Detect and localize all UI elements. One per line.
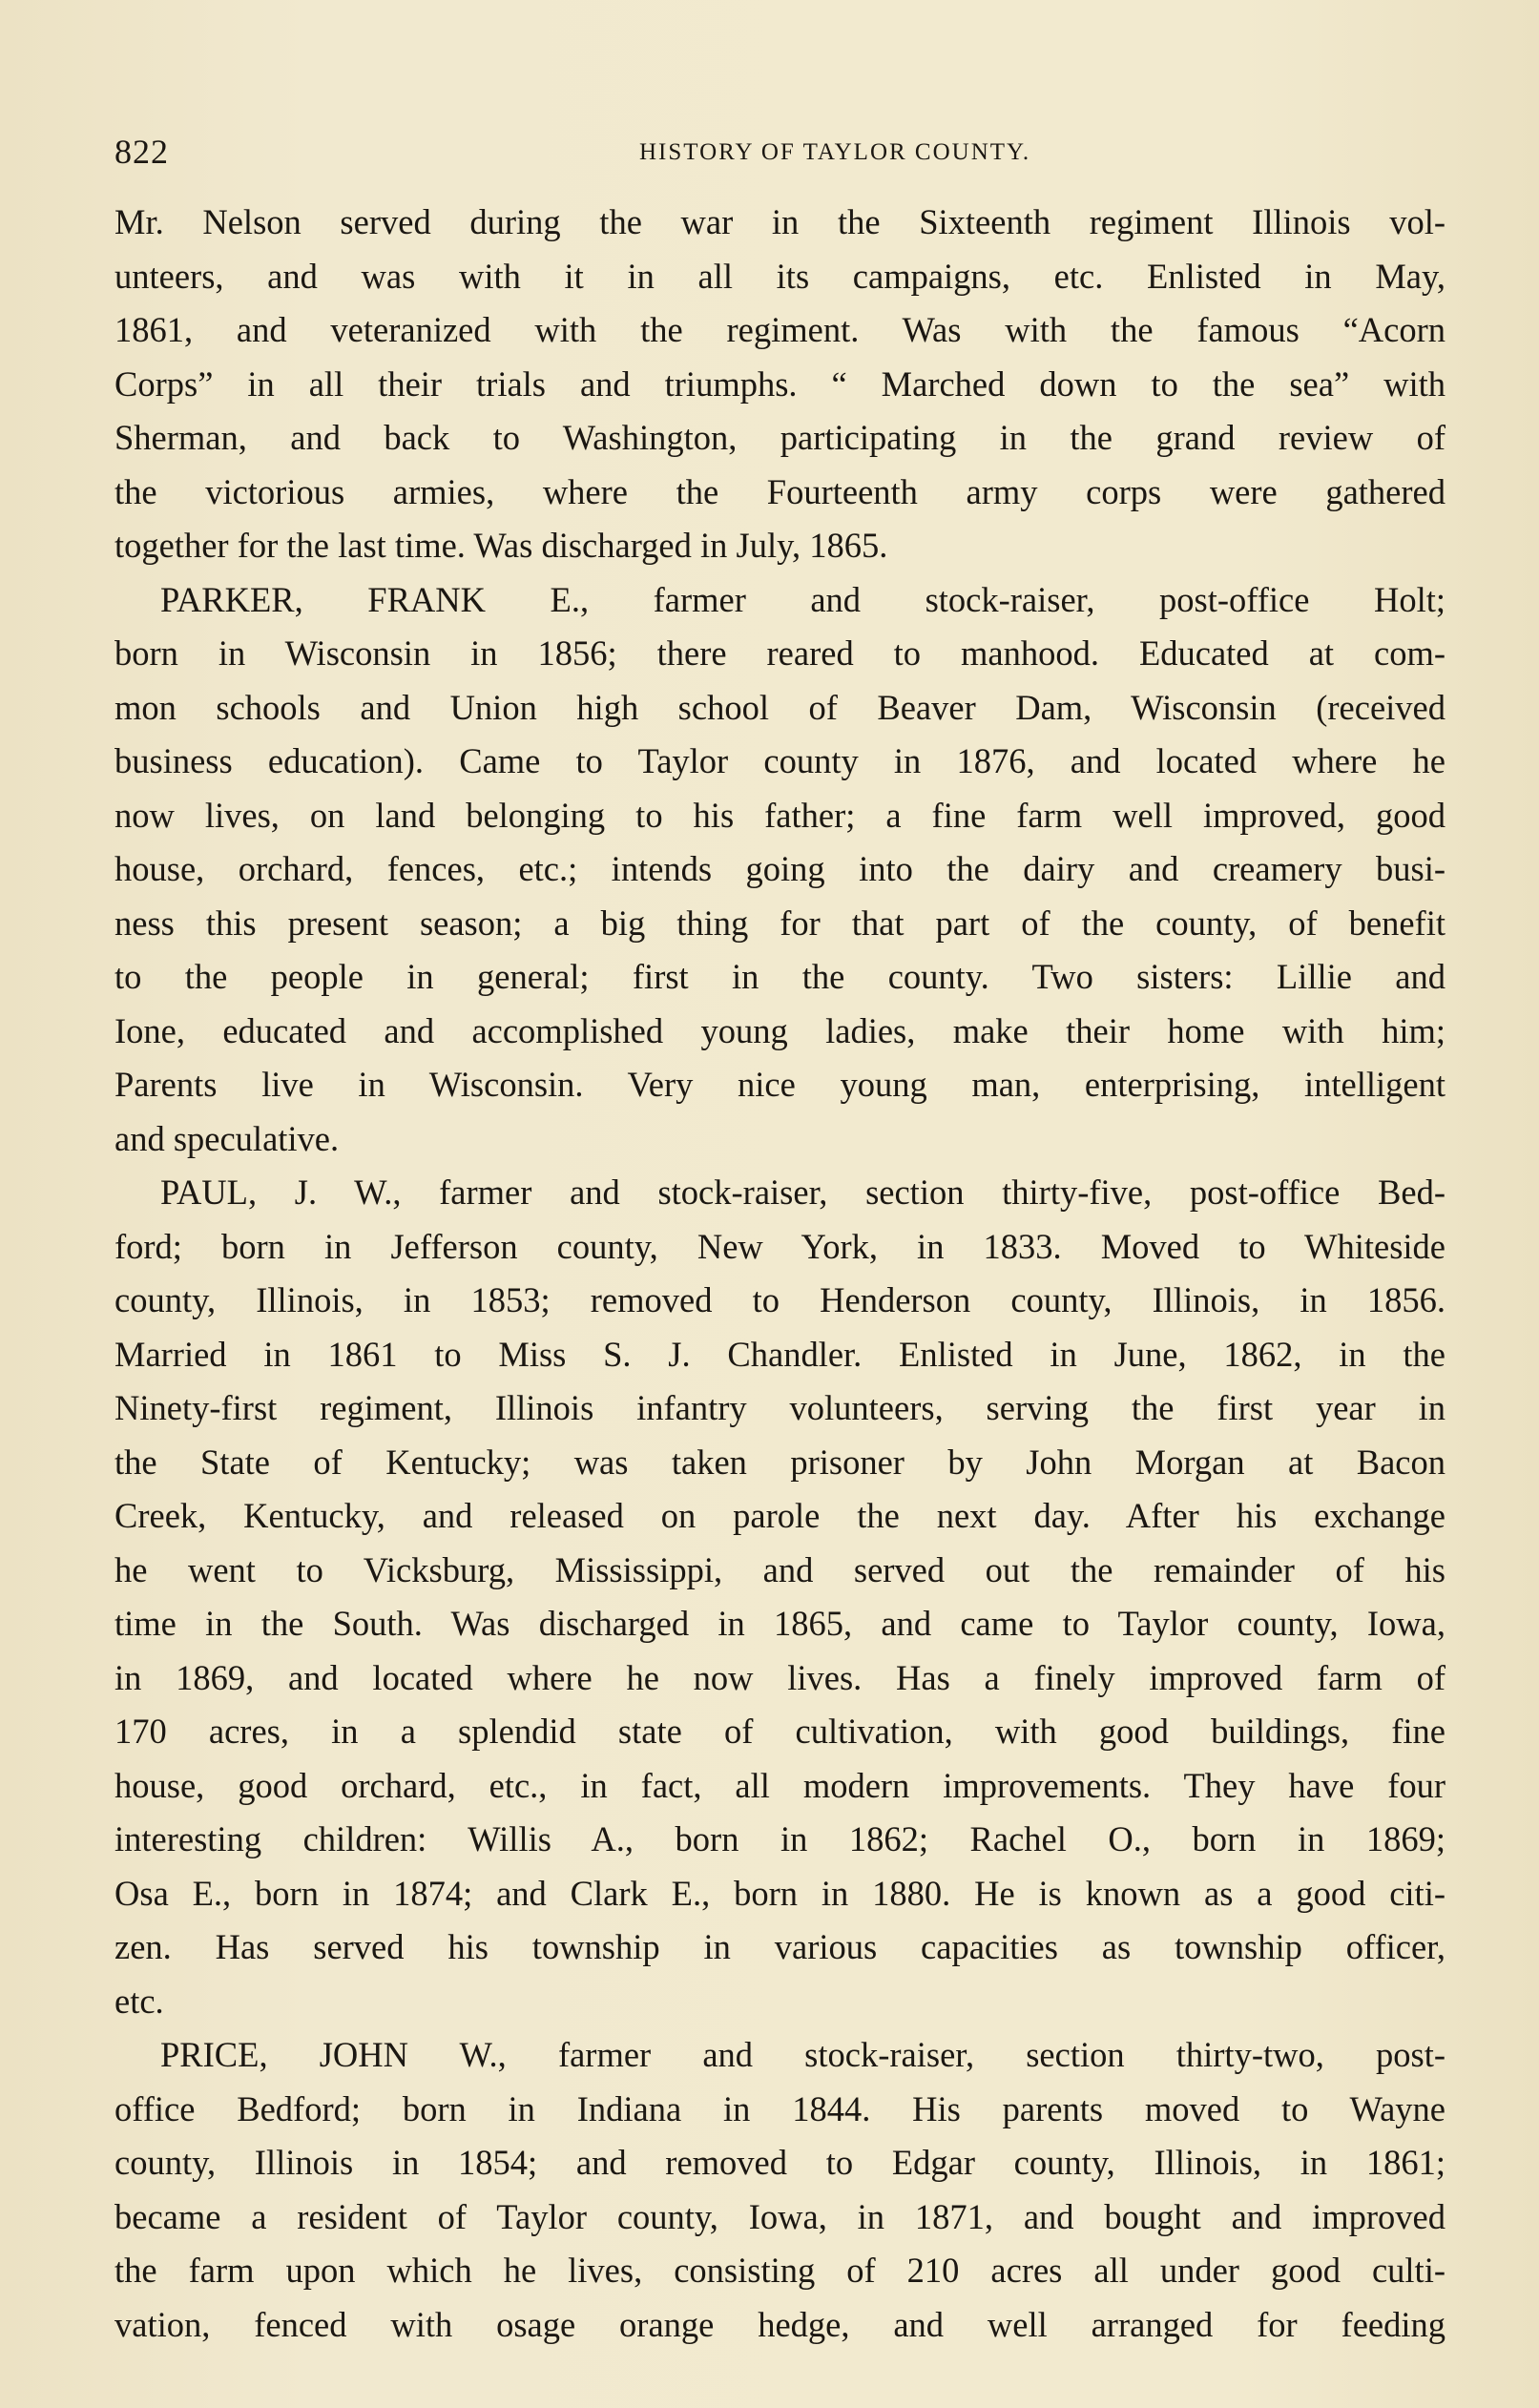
text-line: ness this present season; a big thing for that part of the county, of benefit: [114, 903, 1445, 943]
text-line: to the people in general; first in the county. Two sisters: Lillie and: [114, 957, 1445, 996]
text-line: ford; born in Jefferson county, New York, in 1833. Moved to Whiteside: [114, 1226, 1445, 1266]
paragraph-nelson-continuation: [114, 196, 1445, 573]
text-line: 170 acres, in a splendid state of cultivation, with good buildings, fine: [114, 1712, 1445, 1751]
text-line: Sherman, and back to Washington, participating in the grand review of: [114, 418, 1445, 457]
text-line: the State of Kentucky; was taken prisoner by John Morgan at Bacon: [114, 1442, 1445, 1482]
text-line: interesting children: Willis A., born in 1862; Rachel O., born in 1869;: [114, 1819, 1445, 1858]
text-line: born in Wisconsin in 1856; there reared to manhood. Educated at com-: [114, 633, 1445, 673]
text-line: vation, fenced with osage orange hedge, and well arranged for feeding: [114, 2304, 1445, 2344]
text-line: Ninety-first regiment, Illinois infantry volunteers, serving the first year in: [114, 1388, 1445, 1427]
text-line: house, orchard, fences, etc.; intends going into the dairy and creamery busi-: [114, 849, 1445, 888]
text-line: Parents live in Wisconsin. Very nice young man, enterprising, intelligent: [114, 1065, 1445, 1104]
text-line: office Bedford; born in Indiana in 1844. His parents moved to Wayne: [114, 2088, 1445, 2128]
page-header: [114, 132, 1450, 179]
text-line: county, Illinois in 1854; and removed to Edgar county, Illinois, in 1861;: [114, 2143, 1445, 2182]
paragraph-price: [114, 2028, 1445, 2352]
text-line: 1861, and veteranized with the regiment. Was with the famous “Acorn: [114, 310, 1445, 349]
text-line: county, Illinois, in 1853; removed to Henderson county, Illinois, in 1856.: [114, 1280, 1445, 1319]
text-line: the farm upon which he lives, consisting of 210 acres all under good culti-: [114, 2251, 1445, 2290]
text-line: PAUL, J. W., farmer and stock-raiser, section thirty-five, post-office Bed-: [160, 1173, 1445, 1212]
text-line: he went to Vicksburg, Mississippi, and served out the remainder of his: [114, 1549, 1445, 1589]
text-line: PARKER, FRANK E., farmer and stock-raiser, post-office Holt;: [160, 579, 1445, 619]
text-line: and speculative.: [114, 1118, 340, 1158]
text-line: PRICE, JOHN W., farmer and stock-raiser, section thirty-two, post-: [160, 2035, 1445, 2074]
text-line: in 1869, and located where he now lives. Has a finely improved farm of: [114, 1657, 1445, 1697]
text-line: mon schools and Union high school of Beaver Dam, Wisconsin (received: [114, 687, 1445, 727]
text-line: business education). Came to Taylor county in 1876, and located where he: [114, 741, 1445, 780]
text-line: time in the South. Was discharged in 1865, and came to Taylor county, Iowa,: [114, 1604, 1445, 1643]
text-line: etc.: [114, 1981, 164, 2021]
paragraph-parker: [114, 573, 1445, 1167]
text-line: unteers, and was with it in all its campaigns, etc. Enlisted in May,: [114, 256, 1445, 296]
text-line: Mr. Nelson served during the war in the Sixteenth regiment Illinois vol-: [114, 202, 1445, 241]
text-line: Osa E., born in 1874; and Clark E., born in 1880. He is known as a good citi-: [114, 1873, 1445, 1913]
text-line: Creek, Kentucky, and released on parole the next day. After his exchange: [114, 1496, 1445, 1535]
text-line: the victorious armies, where the Fourteenth army corps were gathered: [114, 471, 1445, 511]
text-line: Ione, educated and accomplished young ladies, make their home with him;: [114, 1010, 1445, 1050]
text-line: became a resident of Taylor county, Iowa, in 1871, and bought and improved: [114, 2196, 1445, 2236]
page-number: 822: [114, 133, 169, 171]
text-line: now lives, on land belonging to his father; a fine farm well improved, good: [114, 795, 1445, 835]
text-line: Married in 1861 to Miss S. J. Chandler. Enlisted in June, 1862, in the: [114, 1334, 1445, 1374]
body-text: [114, 196, 1445, 2352]
text-line: together for the last time. Was discharged in July, 1865.: [114, 526, 888, 565]
text-line: Corps” in all their trials and triumphs. “ Marched down to the sea” with: [114, 363, 1445, 404]
text-line: house, good orchard, etc., in fact, all modern improvements. They have four: [114, 1765, 1445, 1805]
running-head: HISTORY OF TAYLOR COUNTY.: [639, 139, 1031, 165]
text-line: zen. Has served his township in various capacities as township officer,: [114, 1927, 1445, 1966]
paragraph-paul: [114, 1166, 1445, 2028]
